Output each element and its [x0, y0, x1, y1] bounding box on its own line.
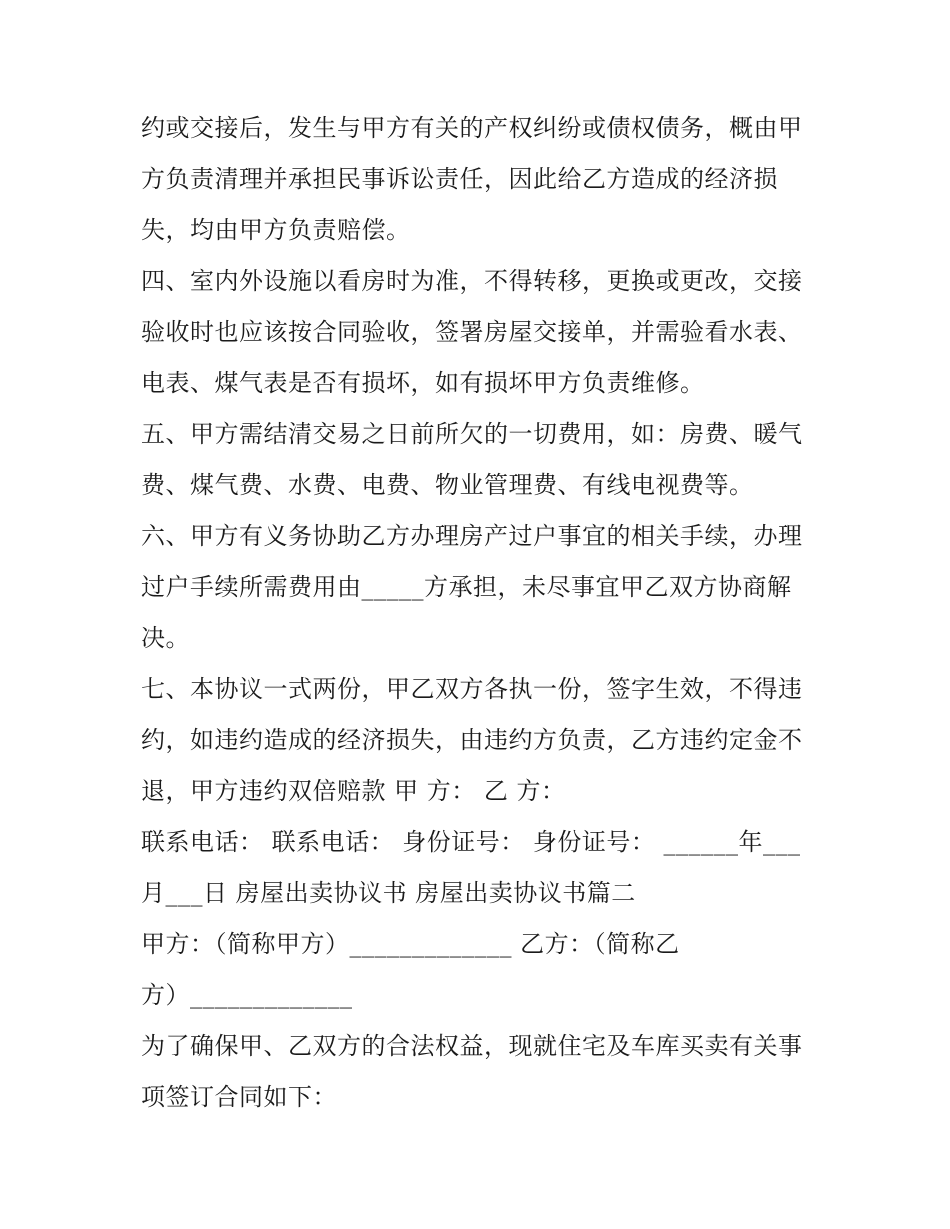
text-line: 方）_____________ [141, 981, 353, 1009]
text-line: 验收时也应该按合同验收，签署房屋交接单，并需验看水表、 [141, 318, 803, 346]
text-line: 费、煤气费、水费、电费、物业管理费、有线电视费等。 [141, 471, 754, 499]
text-line: 为了确保甲、乙双方的合法权益，现就住宅及车库买卖有关事 [141, 1032, 803, 1060]
text-line: 项签订合同如下： [141, 1083, 337, 1111]
text-line: 退，甲方违约双倍赔款 甲 方： 乙 方： [141, 777, 566, 805]
document-body [141, 103, 821, 1123]
text-line: 过户手续所需费用由_____方承担，未尽事宜甲乙双方协商解 [141, 573, 792, 601]
text-line: 约，如违约造成的经济损失，由违约方负责，乙方违约定金不 [141, 726, 803, 754]
text-line: 方负责清理并承担民事诉讼责任，因此给乙方造成的经济损 [141, 165, 778, 193]
text-line: 四、室内外设施以看房时为准，不得转移，更换或更改，交接 [141, 267, 803, 295]
text-line: 六、甲方有义务协助乙方办理房产过户事宜的相关手续，办理 [141, 522, 803, 550]
text-line: 约或交接后，发生与甲方有关的产权纠纷或债权债务，概由甲 [141, 114, 803, 142]
text-line: 月___日 房屋出卖协议书 房屋出卖协议书篇二 [141, 879, 636, 907]
text-line: 七、本协议一式两份，甲乙双方各执一份，签字生效，不得违 [141, 675, 803, 703]
text-line: 联系电话： 联系电话： 身份证号： 身份证号： ______年___ [141, 828, 801, 856]
text-line: 甲方：（简称甲方）_____________ 乙方：（简称乙 [141, 930, 680, 958]
text-line: 失，均由甲方负责赔偿。 [141, 216, 411, 244]
text-line: 决。 [141, 624, 190, 652]
text-line: 电表、煤气表是否有损坏，如有损坏甲方负责维修。 [141, 369, 705, 397]
text-line: 五、甲方需结清交易之日前所欠的一切费用，如：房费、暖气 [141, 420, 803, 448]
